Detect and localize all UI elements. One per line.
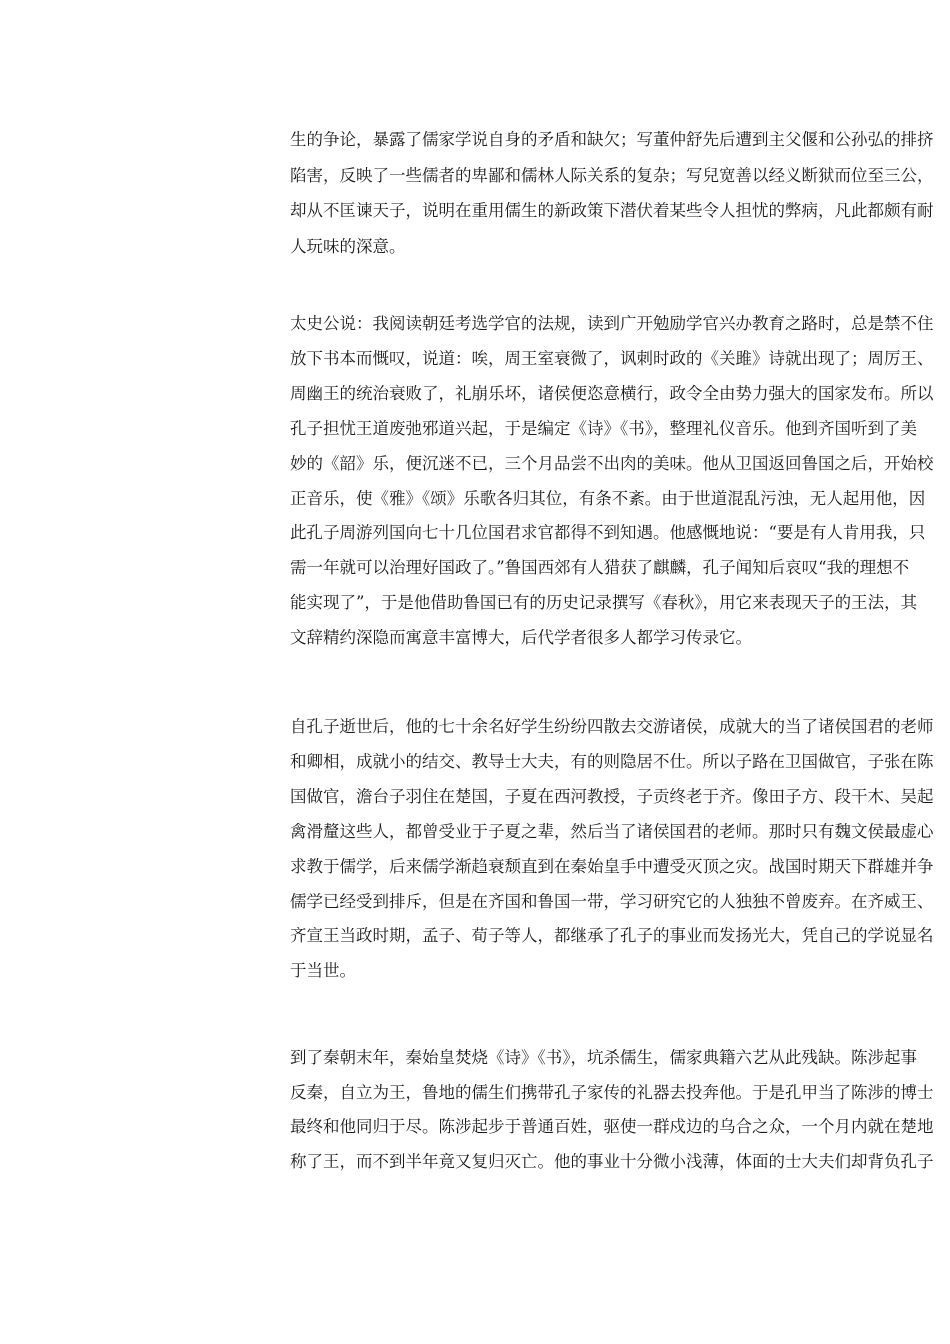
paragraph-1: 生的争论，暴露了儒家学说自身的矛盾和缺欠；写董仲舒先后遭到主父偃和公孙弘的排挤 陷害，反映了一些儒者的卑鄙和儒林人际关系的复杂；写兒宽善以经义断狱而位至三公， 却从不匡谏天子，说明在重用儒生的新政策下潜伏着某些令人担忧的弊病，凡此都颇有耐 人玩味的深意。 <box>290 130 934 256</box>
paragraph-3: 自孔子逝世后，他的七十余名好学生纷纷四散去交游诸侯，成就大的当了诸侯国君的老师 和卿相，成就小的结交、教导士大夫，有的则隐居不仕。所以子路在卫国做官，子张在陈 国做官，澹台子羽住在楚国，子夏在西河教授，子贡终老于齐。像田子方、段干木、吴起 禽滑釐这些人，都曾受业于子夏之辈，然后当了诸侯国君的老师。那时只有魏文侯最虚心 求教于儒学，后来儒学渐趋衰颓直到在秦始皇手中遭受灭顶之灾。战国时期天下群雄并争 儒学已经受到排斥，但是在齐国和鲁国一带，学习研究它的人独独不曾废弃。在齐威王、 齐宣王当政时期，孟子、荀子等人，都继承了孔子的事业而发扬光大，凭自己的学说显名 于当世。 <box>290 717 934 981</box>
paragraph-2: 太史公说：我阅读朝廷考选学官的法规，读到广开勉励学官兴办教育之路时，总是禁不住 放下书本而慨叹，说道：唉，周王室衰微了，讽刺时政的《关雎》诗就出现了；周厉王、 周幽王的统治衰败了，礼崩乐坏，诸侯便恣意横行，政令全由势力强大的国家发布。所以 孔子担忧王道废弛邪道兴起，于是编定《诗》《书》，整理礼仪音乐。他到齐国听到了美 妙的《韶》乐，便沉迷不已，三个月品尝不出肉的美味。他从卫国返回鲁国之后，开始校 正音乐，使《雅》《颂》乐歌各归其位，有条不紊。由于世道混乱污浊，无人起用他，因 此孔子周游列国向七十几位国君求官都得不到知遇。他感慨地说：“要是有人肯用我，只 需一年就可以治理好国政了。”鲁国西郊有人猎获了麒麟，孔子闻知后哀叹“我的理想不 能实现了”，于是他借助鲁国已有的历史记录撰写《春秋》，用它来表现天子的王法，其 文辞精约深隐而寓意丰富博大，后代学者很多人都学习传录它。 <box>290 314 934 648</box>
paragraph-4: 到了秦朝末年，秦始皇焚烧《诗》《书》，坑杀儒生，儒家典籍六艺从此残缺。陈涉起事 反秦，自立为王，鲁地的儒生们携带孔子家传的礼器去投奔他。于是孔甲当了陈涉的博士 最终和他同归于尽。陈涉起步于普通百姓，驱使一群戍边的乌合之众，一个月内就在楚地 称了王，而不到半年竟又复归灭亡。他的事业十分微小浅薄，体面的士大夫们却背负孔子 <box>290 1048 934 1171</box>
